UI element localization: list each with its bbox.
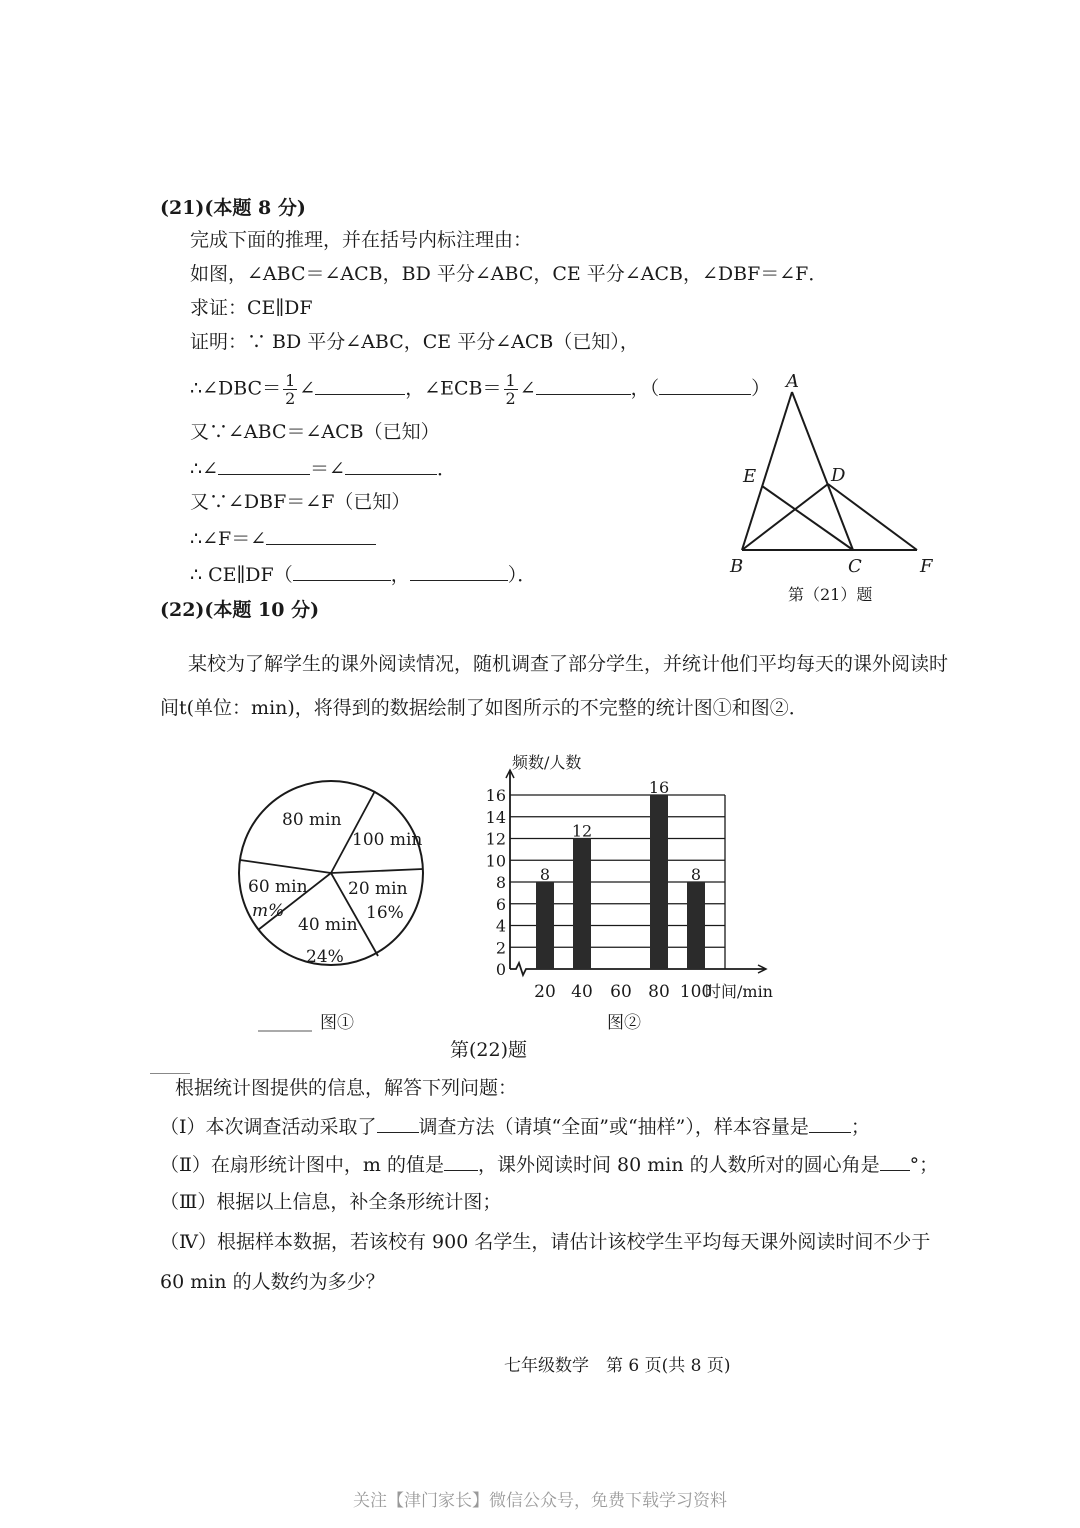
bar-ytick-label: 4: [495, 916, 506, 936]
pie-label-100: 100 min: [352, 830, 423, 850]
bar-20: [536, 882, 554, 969]
bar-xlabel: 时间/min: [705, 982, 773, 1001]
pie-label-20: 20 min: [348, 879, 408, 899]
bar-data-label: 8: [539, 865, 551, 884]
bar-ytick-label: 6: [495, 894, 506, 914]
blank-angle[interactable]: [880, 1152, 910, 1171]
blank-5[interactable]: [266, 526, 376, 545]
q21-proof-line2: [190, 372, 770, 407]
q22-header: (22)(本题 10 分): [160, 599, 320, 621]
bar-fig-caption: 图②: [607, 1013, 641, 1033]
label-d: D: [831, 465, 846, 486]
bar-xtick-label: 100: [679, 982, 713, 1002]
q22-q1a: （Ⅰ）本次调查活动采取了: [160, 1116, 377, 1138]
pie-label-40: 40 min: [298, 915, 358, 935]
page-number: 七年级数学 第 6 页(共 8 页): [504, 1356, 731, 1376]
label-f: F: [920, 556, 933, 577]
q22-fig-caption: 第(22)题: [450, 1039, 528, 1061]
watermark-footer: 关注【津门家长】微信公众号，免费下载学习资料: [353, 1491, 727, 1511]
q21-given: 如图，∠ABC＝∠ACB，BD 平分∠ABC，CE 平分∠ACB，∠DBF＝∠F．: [190, 263, 828, 285]
bar-40: [573, 839, 591, 970]
blank-m-value[interactable]: [444, 1152, 478, 1171]
bar-ylabel: 频数/人数: [512, 753, 582, 772]
segment-df: [828, 484, 917, 550]
bar-xtick-label: 40: [571, 982, 593, 1002]
blank-reason-2[interactable]: [293, 562, 391, 581]
blank-3[interactable]: [218, 456, 310, 475]
frac-den: 2: [285, 389, 296, 408]
margin-rule: [150, 1073, 190, 1074]
pie-label-20-percent: 16%: [366, 903, 404, 923]
q21-prove: 求证：CE∥DF: [190, 297, 313, 319]
q21-l7a: ∴ CE∥DF（: [190, 564, 293, 586]
pie-chart: [230, 770, 450, 1040]
bar-ytick-label: 8: [495, 873, 506, 892]
q21-fig-caption: 第（21）题: [788, 585, 873, 604]
q22-sub3: （Ⅲ）根据以上信息，补全条形统计图；: [160, 1191, 502, 1213]
bar-chart: [480, 748, 800, 1038]
bar-ytick-label: 16: [485, 786, 506, 805]
bar-ytick-label: 2: [495, 938, 506, 958]
q21-proof-line5: 又∵∠DBF＝∠F（已知）: [190, 491, 411, 513]
bar-ytick-label: 14: [485, 807, 506, 827]
q21-l4b: ＝∠: [310, 458, 345, 480]
label-a: A: [786, 371, 799, 392]
bar-data-label: 8: [690, 865, 702, 884]
bar-data-label: 16: [648, 778, 670, 797]
q22-sub1: [160, 1114, 870, 1139]
label-e: E: [743, 466, 757, 487]
q22-q2a: （Ⅱ）在扇形统计图中，m 的值是: [160, 1154, 444, 1176]
fraction-half: [283, 372, 297, 407]
pie-label-80: 80 min: [282, 810, 342, 830]
bar-xtick-label: 80: [648, 982, 670, 1002]
q21-l2a: ∴∠DBC＝: [190, 377, 282, 400]
q21-l4a: ∴∠: [190, 458, 219, 480]
q22-para1: 某校为了解学生的课外阅读情况，随机调查了部分学生，并统计他们平均每天的课外阅读时: [188, 653, 949, 675]
pie-divider-2: [240, 860, 331, 873]
q22-para2: 间t(单位：min)，将得到的数据绘制了如图所示的不完整的统计图①和图②．: [160, 697, 808, 719]
q22-q1c: ；: [850, 1116, 870, 1138]
segment-ce: [762, 486, 853, 550]
segment-bd: [742, 484, 828, 550]
q21-proof-line7: [190, 562, 536, 587]
label-c: C: [848, 556, 862, 577]
frac-den-2: 2: [505, 389, 516, 408]
q21-proof-line3: 又∵∠ABC＝∠ACB（已知）: [190, 421, 440, 443]
frac-num-2: 1: [505, 371, 516, 390]
bar-xtick-label: 20: [534, 982, 556, 1002]
q21-proof-line6: [190, 526, 376, 551]
bar-ytick-label: 0: [495, 960, 506, 979]
q22-q1b: 调查方法（请填“全面”或“抽样”），样本容量是: [418, 1116, 809, 1138]
pie-divider-5: [331, 869, 423, 873]
q21-l2c: ，∠ECB＝: [405, 377, 502, 400]
q22-lead: 根据统计图提供的信息，解答下列问题：: [175, 1077, 518, 1099]
blank-reason-3[interactable]: [410, 562, 508, 581]
q21-l2e: ，（: [630, 377, 660, 400]
q21-l2f: ）: [751, 377, 771, 400]
blank-1[interactable]: [315, 376, 405, 395]
bar-ytick-label: 10: [485, 851, 506, 871]
pie-fig-caption: 图①: [320, 1013, 354, 1033]
bar-xtick-label: 60: [610, 982, 632, 1002]
q21-l4c: ．: [436, 458, 456, 480]
q21-intro: 完成下面的推理，并在括号内标注理由：: [190, 229, 533, 251]
q22-q2b: ，课外阅读时间 80 min 的人数所对的圆心角是: [477, 1154, 880, 1176]
q22-sub4: （Ⅳ）根据样本数据，若该校有 900 名学生，请估计该校学生平均每天课外阅读时间不少于: [160, 1231, 931, 1253]
blank-2[interactable]: [536, 376, 631, 395]
q21-proof-line1: 证明：∵ BD 平分∠ABC，CE 平分∠ACB（已知），: [190, 331, 639, 353]
label-b: B: [730, 556, 744, 577]
q22-q2c: °；: [909, 1154, 939, 1176]
bar-data-label: 12: [571, 821, 593, 841]
pie-label-60-percent: m%: [252, 901, 285, 921]
q21-l2d: ∠: [519, 377, 536, 400]
q21-l7c: ）．: [507, 564, 537, 586]
bar-100: [687, 882, 705, 969]
q21-l7b: ，: [390, 564, 410, 586]
q22-sub2: [160, 1152, 938, 1177]
q21-l2b: ∠: [299, 377, 316, 400]
blank-survey-method[interactable]: [377, 1114, 419, 1133]
bar-ytick-label: 12: [485, 829, 506, 849]
q21-triangle-figure: [720, 365, 950, 615]
q22-sub4-cont: 60 min 的人数约为多少？: [160, 1271, 385, 1293]
bar-80: [650, 795, 668, 969]
q21-header: (21)(本题 8 分): [160, 197, 306, 219]
q21-l6a: ∴∠F＝∠: [190, 528, 267, 550]
blank-4[interactable]: [345, 456, 437, 475]
frac-num: 1: [285, 371, 296, 390]
q21-proof-line4: [190, 456, 456, 481]
pie-label-60: 60 min: [248, 877, 308, 897]
blank-sample-size[interactable]: [809, 1114, 851, 1133]
fraction-half-2: [504, 372, 518, 407]
pie-label-40-percent: 24%: [306, 947, 344, 967]
